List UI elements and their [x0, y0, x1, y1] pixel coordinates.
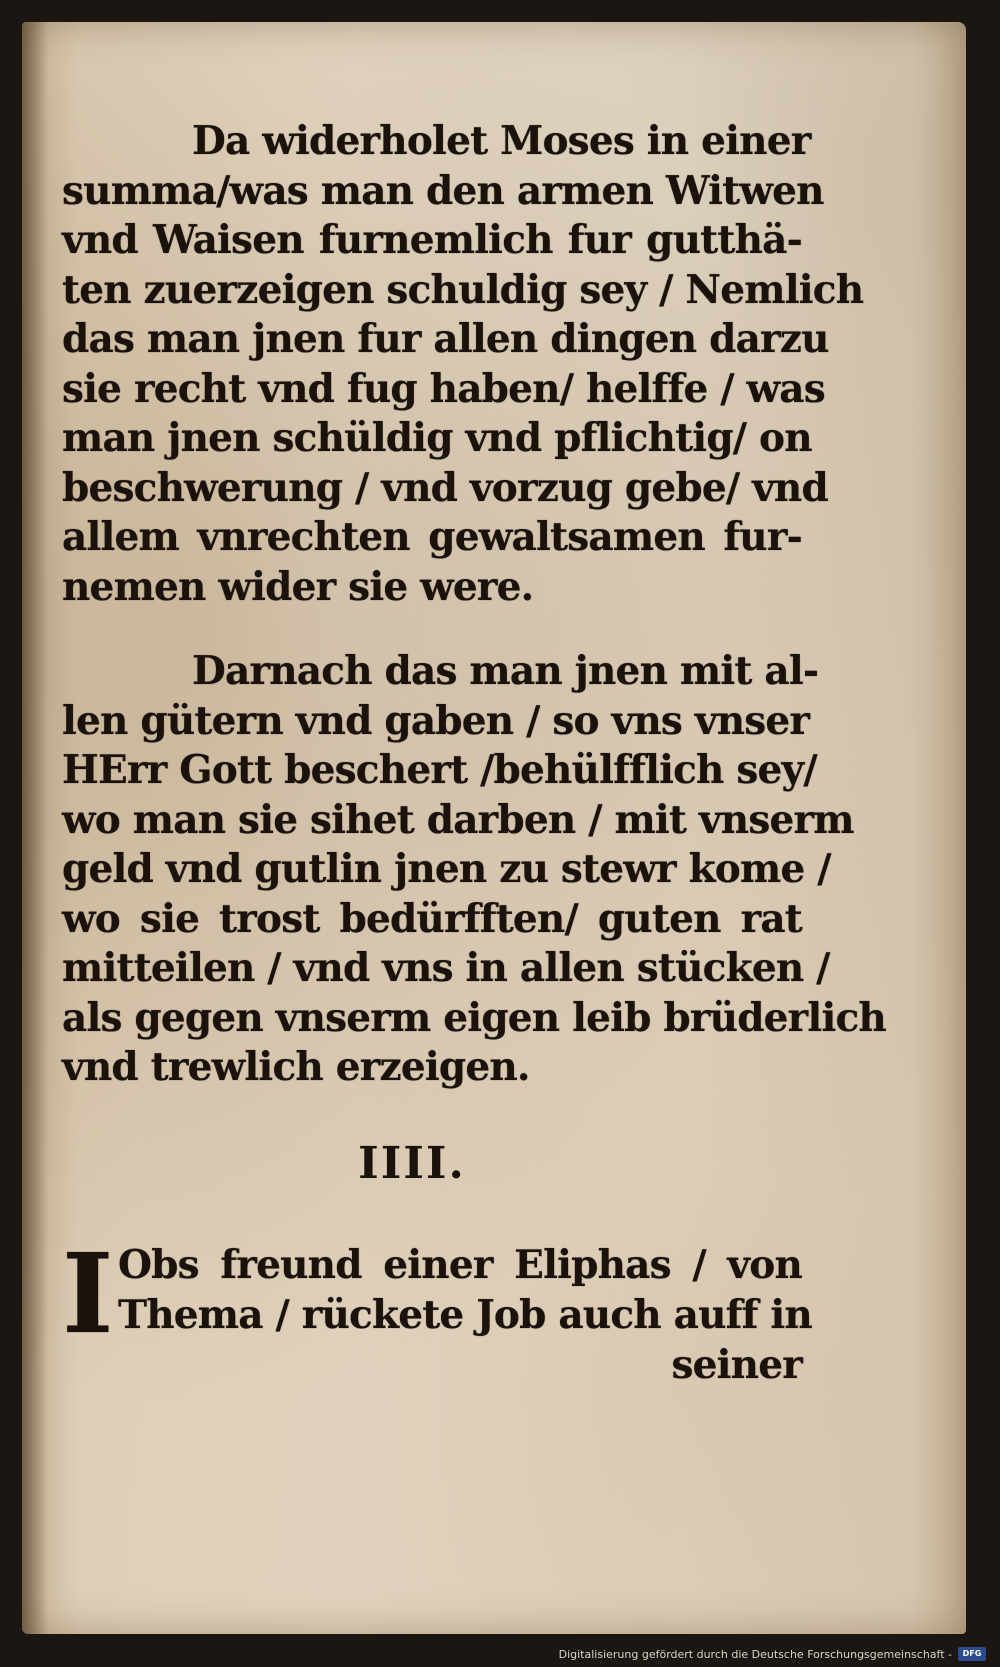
text-line: das man jnen fur allen dingen darzu: [62, 316, 829, 362]
text-line: Darnach das man jnen mit al-: [192, 648, 819, 694]
paragraph-2: [62, 647, 886, 1093]
text-line: vnd Waisen furnemlich fur gutthä-: [62, 217, 802, 263]
body-text: [62, 117, 886, 1093]
text-line: wo sie trost bedürfften/ guten rat: [62, 895, 802, 942]
section-heading: IIII.: [358, 1138, 466, 1189]
text-line: wo man sie sihet darben / mit vnserm: [62, 796, 854, 843]
text-line: len gütern vnd gaben / so vns vnser: [62, 697, 810, 744]
text-line: man jnen schüldig vnd pflichtig/ on: [62, 415, 812, 461]
text-line: mitteilen / vnd vns in allen stücken /: [62, 945, 830, 991]
paragraph-1: [62, 117, 864, 612]
catchword: seiner: [671, 1342, 802, 1388]
dfg-logo-icon: DFG: [958, 1647, 986, 1661]
text-line: Da widerholet Moses in einer: [192, 118, 811, 164]
paragraph-3: [62, 1229, 812, 1390]
drop-capital: I: [62, 1229, 113, 1358]
text-line: geld vnd gutlin jnen zu stewr kome /: [62, 846, 831, 892]
text-line: sie recht vnd fug haben/ helffe / was: [62, 365, 825, 412]
text-line: HErr Gott beschert /behülfflich sey/: [62, 747, 817, 793]
book-page: [22, 22, 966, 1634]
text-line: nemen wider sie were.: [62, 563, 534, 610]
digitization-credit: [559, 1645, 986, 1663]
text-line: allem vnrechten gewaltsamen fur-: [62, 514, 802, 560]
text-line: ten zuerzeigen schuldig sey / Nemlich: [62, 266, 864, 313]
credit-text: Digitalisierung gefördert durch die Deutsche Forschungsgemeinschaft -: [558, 1647, 952, 1661]
text-line: als gegen vnserm eigen leib brüderlich: [62, 994, 886, 1041]
text-line: Thema / rückete Job auch auff in: [118, 1292, 812, 1338]
text-line: summa/was man den armen Witwen: [62, 167, 824, 214]
text-line: Obs freund einer Eliphas / von: [118, 1242, 802, 1288]
text-line: vnd trewlich erzeigen.: [62, 1044, 530, 1090]
text-line: beschwerung / vnd vorzug gebe/ vnd: [62, 464, 828, 511]
